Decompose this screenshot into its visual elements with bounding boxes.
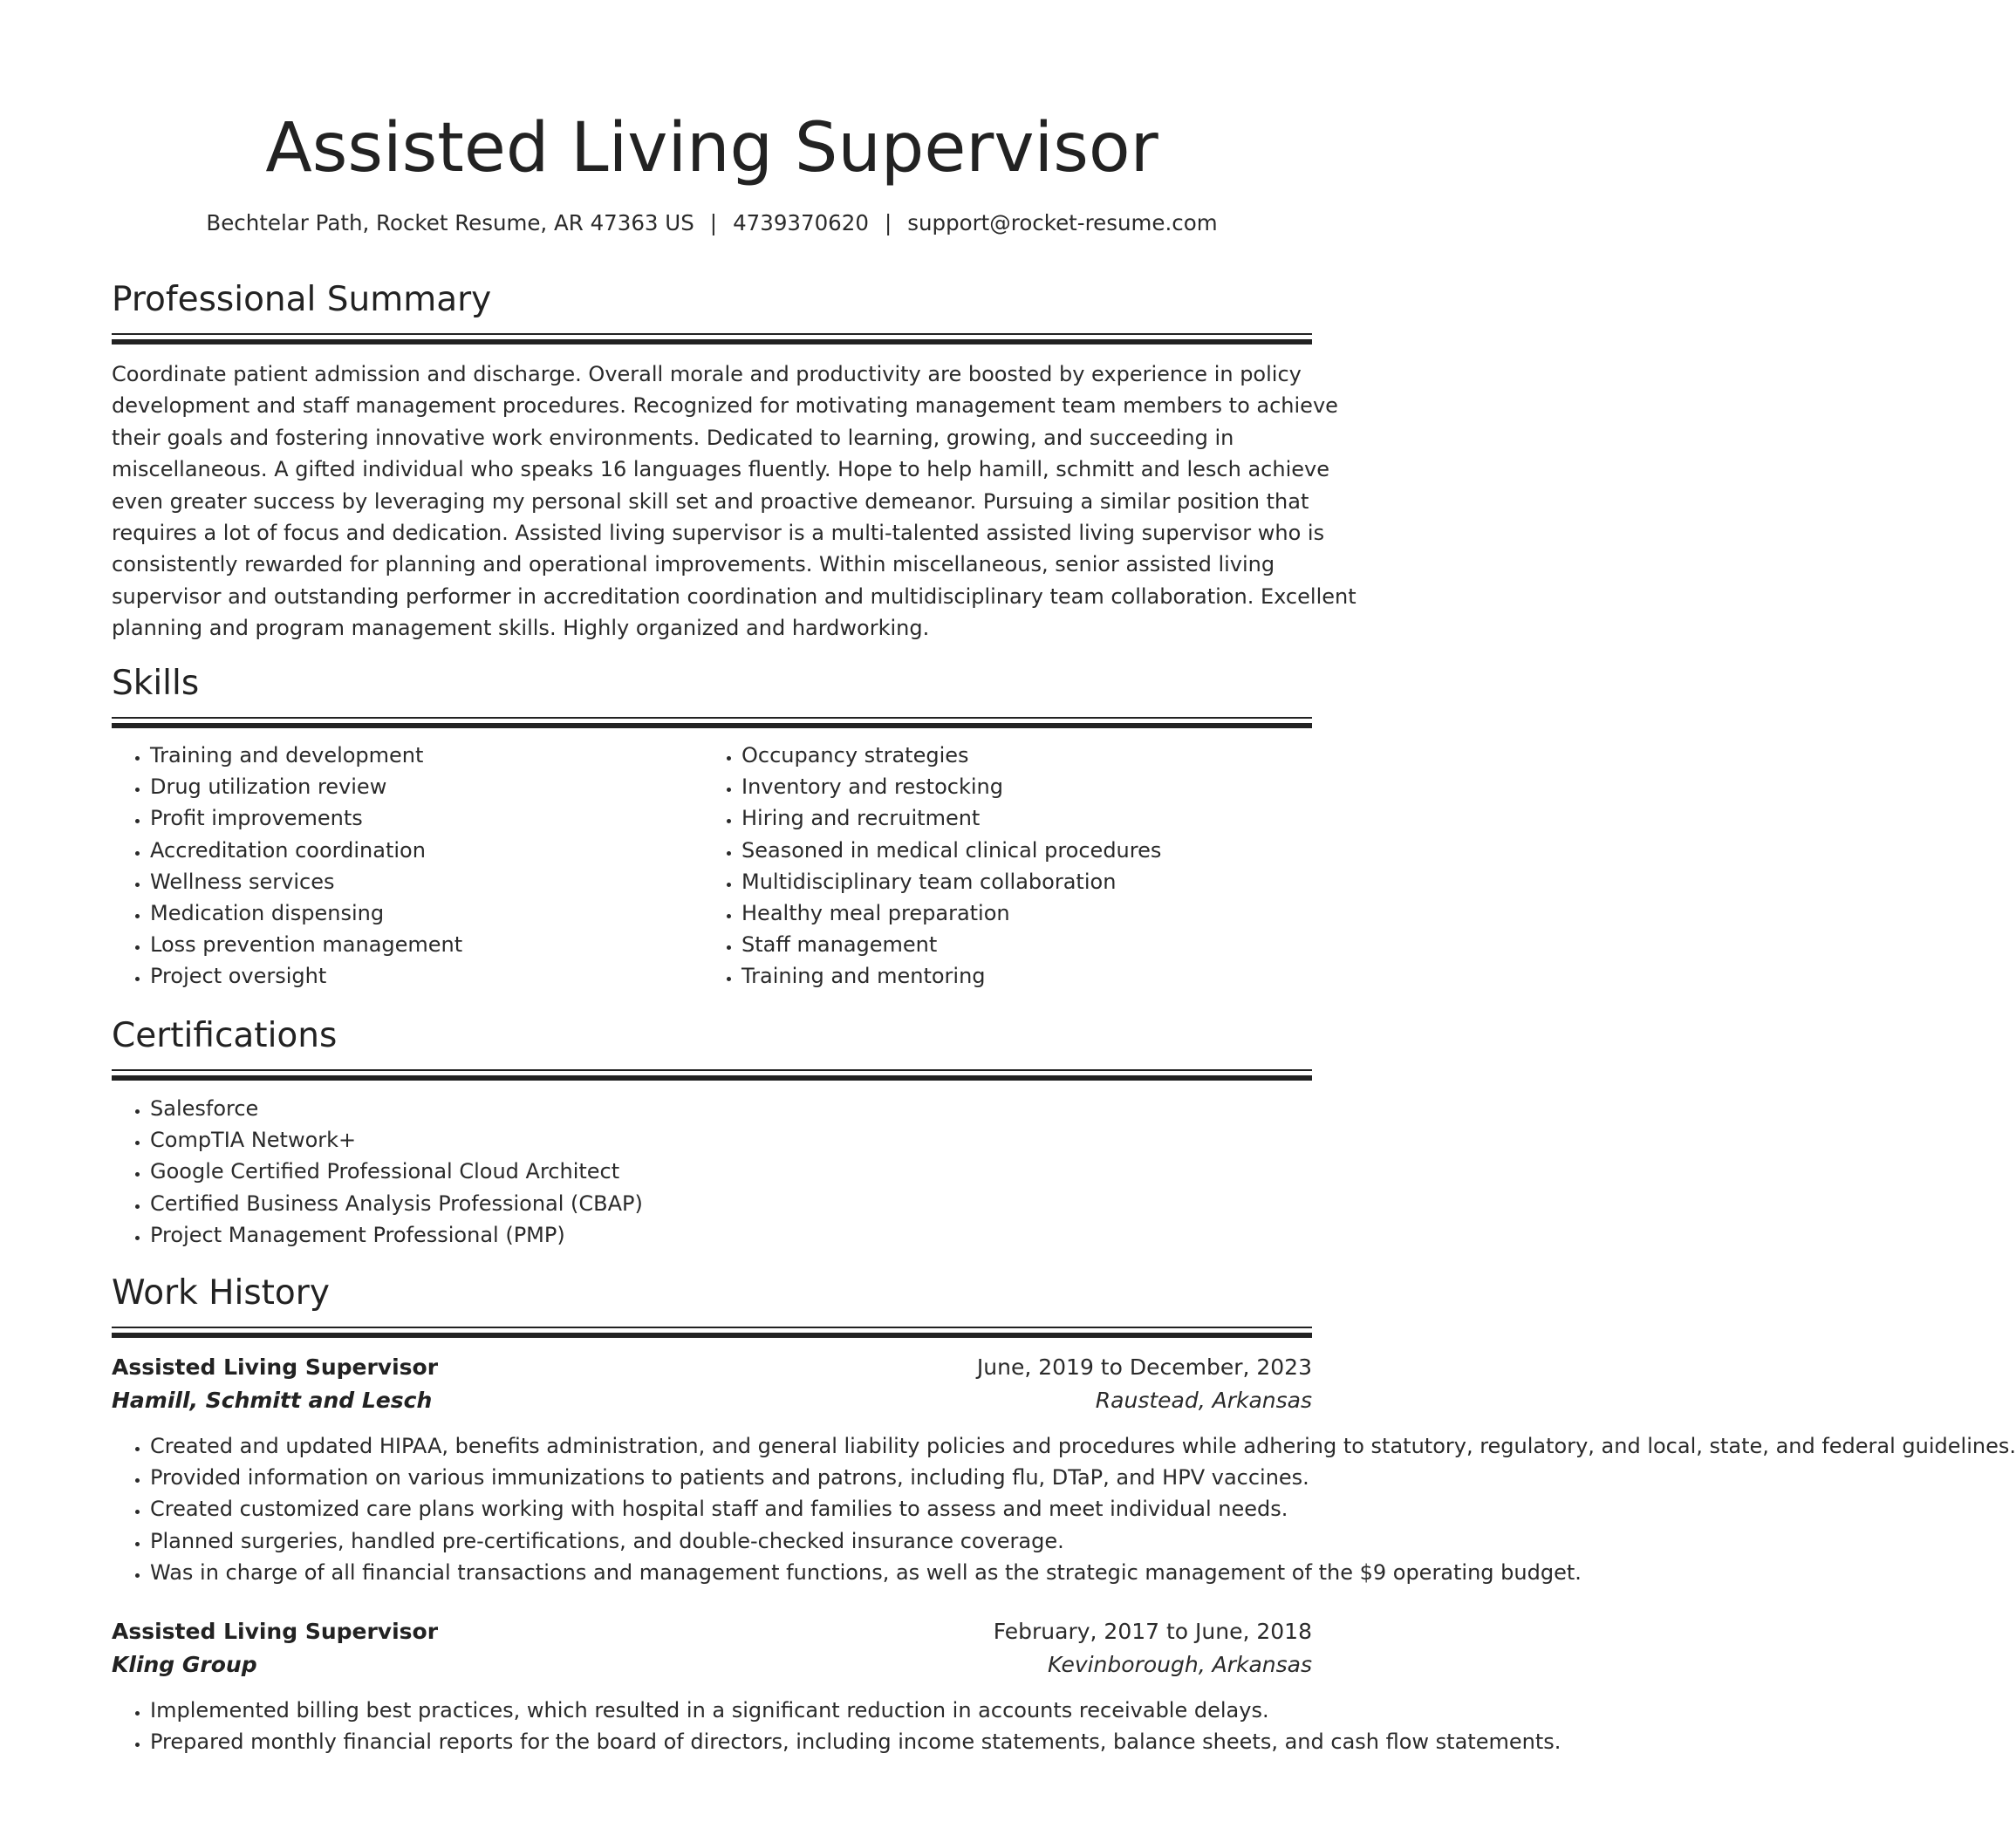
job-company: Hamill, Schmitt and Lesch <box>112 1388 433 1413</box>
section-divider <box>112 1327 1312 1328</box>
job-bullet: • Planned surgeries, handled pre-certifications, and double-checked insurance coverage. <box>150 1525 1312 1557</box>
job-title: Assisted Living Supervisor <box>112 1354 439 1380</box>
section-title-work-history: Work History <box>112 1273 330 1313</box>
job-header <box>112 1352 1312 1418</box>
skills-section <box>112 665 1312 993</box>
job-bullet: • Created and updated HIPAA, benefits administration, and general liability policies and procedures while adhering to statutory, regulatory, and local, state, and federal guidelines. <box>150 1430 1312 1462</box>
skills-grid <box>112 740 1312 993</box>
summary-line: requires a lot of focus and dedication. Assisted living supervisor is a multi-talented assisted living supervisor who is <box>112 521 1325 546</box>
skill-item: • Seasoned in medical clinical procedures <box>741 835 1295 866</box>
skill-item: • Occupancy strategies <box>741 740 1295 771</box>
skills-column-right <box>703 740 1295 993</box>
section-divider <box>112 717 1312 719</box>
section-divider <box>112 1333 1312 1338</box>
job-dates: June, 2019 to December, 2023 <box>976 1354 1312 1380</box>
job-bullets <box>112 1430 2016 1588</box>
section-title-summary: Professional Summary <box>112 280 492 319</box>
section-title-skills: Skills <box>112 664 200 703</box>
certification-item: • Google Certified Professional Cloud Architect <box>150 1156 1312 1187</box>
job-company: Kling Group <box>112 1652 257 1678</box>
job-bullet: • Created customized care plans working with hospital staff and families to assess and meet individual needs. <box>150 1493 1312 1525</box>
certifications-list <box>112 1093 1312 1251</box>
certification-item: • Salesforce <box>150 1093 1312 1124</box>
section-title-certifications: Certifications <box>112 1016 338 1055</box>
job-bullet: • Prepared monthly financial reports for the board of directors, including income statements, balance sheets, and cash flow statements. <box>150 1726 1312 1757</box>
summary-line: supervisor and outstanding performer in accreditation coordination and multidisciplinary team collaboration. Excellent <box>112 583 1357 609</box>
skill-item: • Drug utilization review <box>150 771 703 802</box>
candidate-name: Assisted Living Supervisor <box>265 109 1158 188</box>
work-history-section <box>112 1273 2016 1757</box>
certification-item: • Certified Business Analysis Professional (CBAP) <box>150 1188 1312 1219</box>
job-location: Raustead, Arkansas <box>1095 1388 1312 1413</box>
job-bullet: • Implemented billing best practices, which resulted in a significant reduction in accounts receivable delays. <box>150 1695 1312 1726</box>
summary-line: development and staff management procedures. Recognized for motivating management team members to achieve <box>112 393 1338 419</box>
skill-item: • Staff management <box>741 929 1295 960</box>
skill-item: • Training and development <box>150 740 703 771</box>
section-divider <box>112 723 1312 728</box>
skill-item: • Wellness services <box>150 866 703 897</box>
job-bullet: • Provided information on various immunizations to patients and patrons, including flu, DTaP, and HPV vaccines. <box>150 1462 1312 1493</box>
skill-item: • Training and mentoring <box>741 960 1295 992</box>
contact-phone: 4739370620 <box>733 210 869 235</box>
summary-line: miscellaneous. A gifted individual who speaks 16 languages fluently. Hope to help hamill, schmitt and lesch achieve <box>112 457 1329 482</box>
summary-line: consistently rewarded for planning and operational improvements. Within miscellaneous, senior assisted living <box>112 552 1275 577</box>
skill-item: • Project oversight <box>150 960 703 992</box>
summary-section <box>112 280 1357 645</box>
summary-line: their goals and fostering innovative work environments. Dedicated to learning, growing, and succeeding in <box>112 425 1234 450</box>
section-divider <box>112 339 1312 345</box>
skill-item: • Medication dispensing <box>150 897 703 929</box>
skill-item: • Multidisciplinary team collaboration <box>741 866 1295 897</box>
section-divider <box>112 333 1312 335</box>
skill-item: • Loss prevention management <box>150 929 703 960</box>
job-bullet: • Was in charge of all financial transactions and management functions, as well as the strategic management of the $9 operating budget. <box>150 1557 1312 1588</box>
contact-line <box>112 209 1312 237</box>
summary-line: Coordinate patient admission and discharge. Overall morale and productivity are boosted by experience in policy <box>112 362 1302 386</box>
certification-item: • Project Management Professional (PMP) <box>150 1219 1312 1251</box>
job-title: Assisted Living Supervisor <box>112 1619 439 1645</box>
job-entry <box>112 1352 2016 1588</box>
job-location: Kevinborough, Arkansas <box>1047 1652 1312 1678</box>
skills-column-left <box>112 740 703 993</box>
job-entry <box>112 1616 1562 1757</box>
summary-line: even greater success by leveraging my personal skill set and proactive demeanor. Pursuing a similar position that <box>112 488 1309 514</box>
contact-email[interactable]: support@rocket-resume.com <box>907 210 1218 235</box>
skill-item: • Hiring and recruitment <box>741 802 1295 834</box>
section-divider <box>112 1069 1312 1071</box>
contact-address: Bechtelar Path, Rocket Resume, AR 47363 US <box>206 210 694 235</box>
skill-item: • Healthy meal preparation <box>741 897 1295 929</box>
skill-item: • Profit improvements <box>150 802 703 834</box>
job-header <box>112 1616 1312 1682</box>
skill-item: • Accreditation coordination <box>150 835 703 866</box>
section-divider <box>112 1075 1312 1081</box>
job-bullets <box>112 1695 1562 1757</box>
contact-separator: | <box>709 210 718 235</box>
certifications-section <box>112 1017 1312 1251</box>
job-dates: February, 2017 to June, 2018 <box>993 1619 1312 1645</box>
skill-item: • Inventory and restocking <box>741 771 1295 802</box>
summary-line: planning and program management skills. Highly organized and hardworking. <box>112 616 930 641</box>
certification-item: • CompTIA Network+ <box>150 1124 1312 1156</box>
summary-body <box>112 358 1357 645</box>
contact-separator: | <box>884 210 892 235</box>
